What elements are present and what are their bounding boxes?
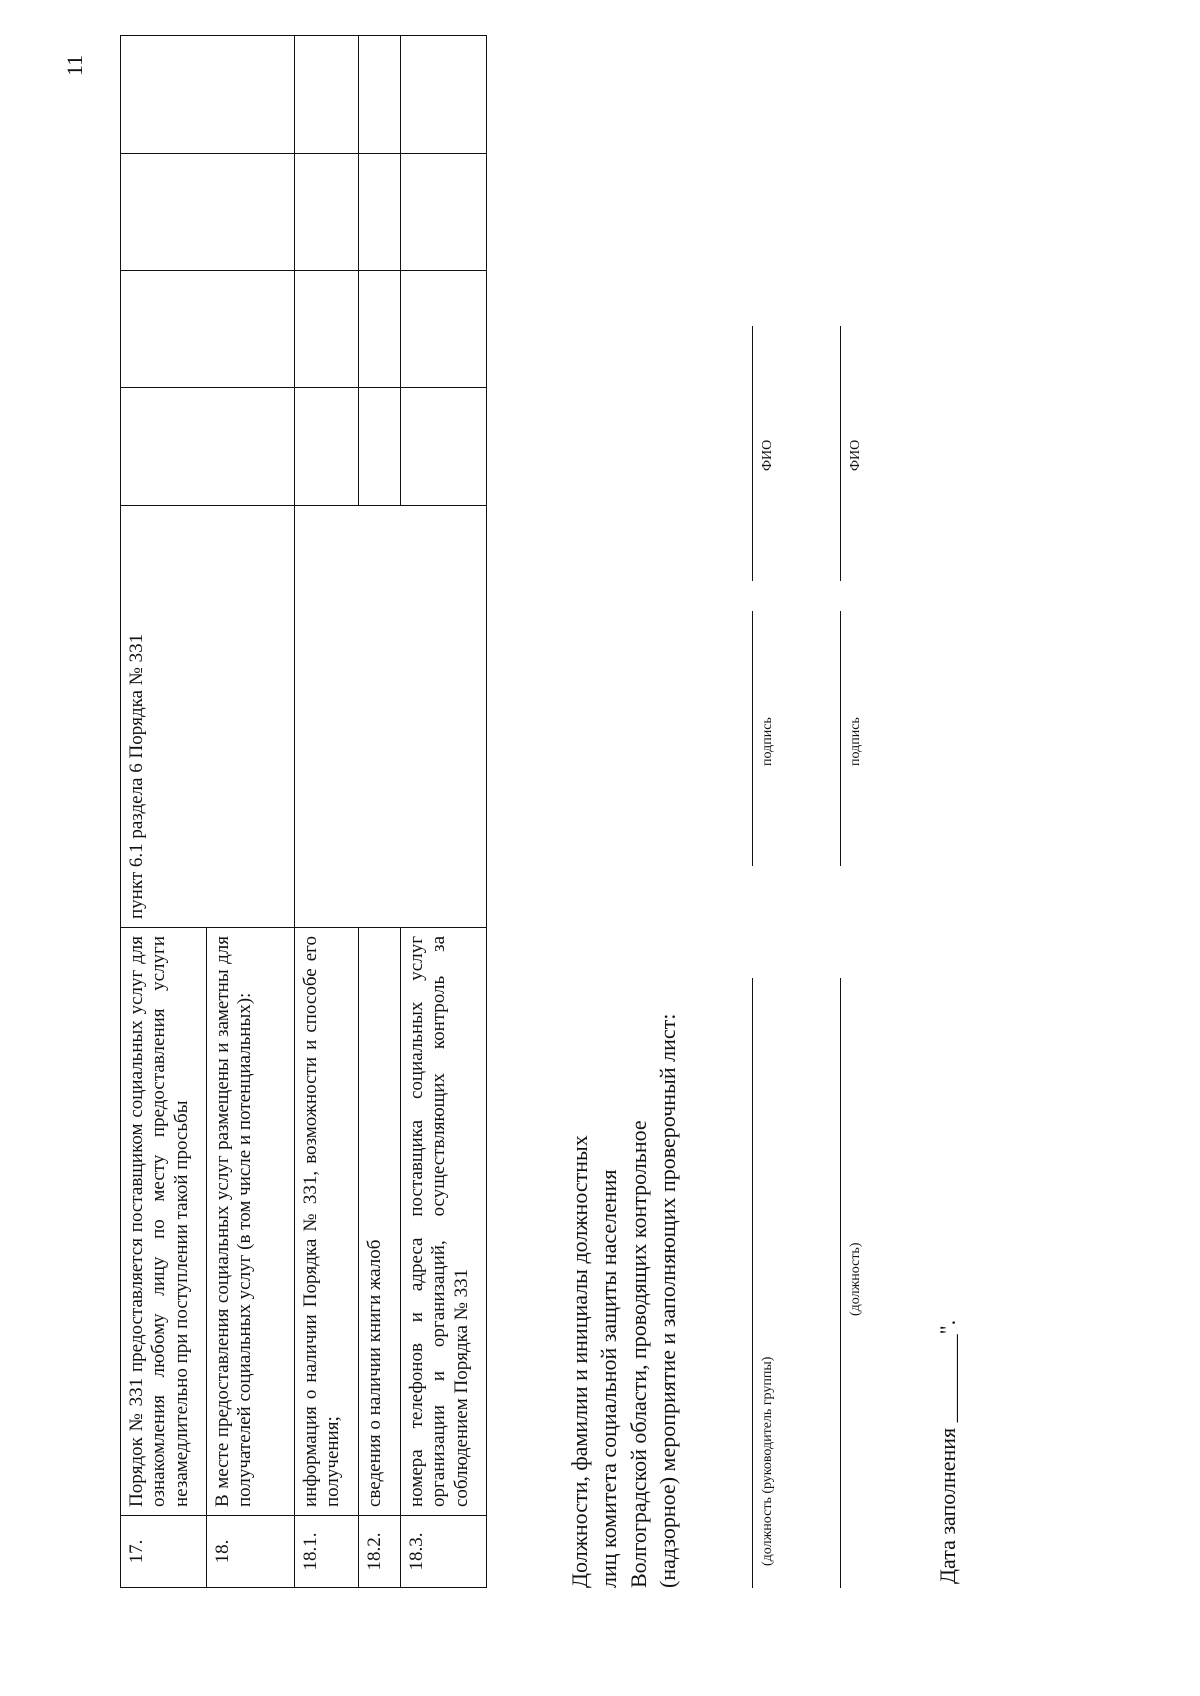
- answer-cell: [295, 36, 359, 154]
- signature-line: [840, 611, 841, 866]
- answer-cell: [401, 388, 487, 506]
- answer-cell: [295, 154, 359, 271]
- answer-cell: [359, 36, 401, 154]
- row-number: 18.1.: [295, 1516, 359, 1588]
- name-caption: ФИО: [848, 439, 863, 471]
- answer-cell: [295, 271, 359, 388]
- table-row: [295, 36, 359, 1588]
- position-caption: (должность): [848, 1242, 863, 1316]
- signatories-title: [565, 1014, 682, 1588]
- answer-cell: [295, 388, 359, 506]
- title-line: Волгоградской области, проводящих контрольное: [625, 1120, 651, 1588]
- legal-reference: [295, 506, 487, 928]
- signature-caption: подпись: [848, 717, 863, 766]
- answer-cell: [121, 271, 295, 388]
- position-caption: (должность (руководитель группы): [760, 1356, 775, 1566]
- answer-cell: [401, 36, 487, 154]
- row-number: 18.3.: [401, 1516, 487, 1588]
- position-line: [840, 978, 841, 1588]
- name-caption: ФИО: [760, 439, 775, 471]
- answer-cell: [121, 388, 295, 506]
- row-number: 18.: [207, 1516, 295, 1588]
- answer-cell: [359, 271, 401, 388]
- name-line: [752, 326, 753, 581]
- answer-cell: [401, 154, 487, 271]
- fill-date: Дата заполнения ________".: [935, 1319, 960, 1584]
- answer-cell: [121, 154, 295, 271]
- name-line: [840, 326, 841, 581]
- requirement-text: Порядок № 331 предоставляется поставщиком социальных услуг для ознакомления любому лицу по месту предоставления услуги незамедлительно при поступлении такой просьбы: [121, 928, 207, 1516]
- signature-line: [752, 611, 753, 866]
- page-number: 11: [62, 54, 87, 76]
- table-row: [121, 36, 207, 1588]
- row-number: 17.: [121, 1516, 207, 1588]
- title-line: Должности, фамилии и инициалы должностных: [567, 1135, 592, 1588]
- checklist-table: [120, 35, 487, 1588]
- answer-cell: [121, 36, 295, 154]
- signature-caption: подпись: [760, 717, 775, 766]
- legal-reference: пункт 6.1 раздела 6 Порядка № 331: [121, 506, 295, 928]
- requirement-text: информация о наличии Порядка № 331, возможности и способе его получения;: [295, 928, 359, 1516]
- requirement-text: номера телефонов и адреса поставщика социальных услуг организации и организаций, осуществляющих контроль за соблюдением Порядка № 331: [401, 928, 487, 1516]
- requirement-text: сведения о наличии книги жалоб: [359, 928, 401, 1516]
- answer-cell: [401, 271, 487, 388]
- title-line: лиц комитета социальной защиты населения: [596, 1169, 622, 1588]
- title-line: (надзорное) мероприятие и заполняющих проверочный лист:: [654, 1013, 680, 1588]
- position-line: [752, 978, 753, 1588]
- answer-cell: [359, 388, 401, 506]
- requirement-text: В месте предоставления социальных услуг размещены и заметны для получателей социальных услуг (в том числе и потенциальных):: [207, 928, 295, 1516]
- answer-cell: [359, 154, 401, 271]
- row-number: 18.2.: [359, 1516, 401, 1588]
